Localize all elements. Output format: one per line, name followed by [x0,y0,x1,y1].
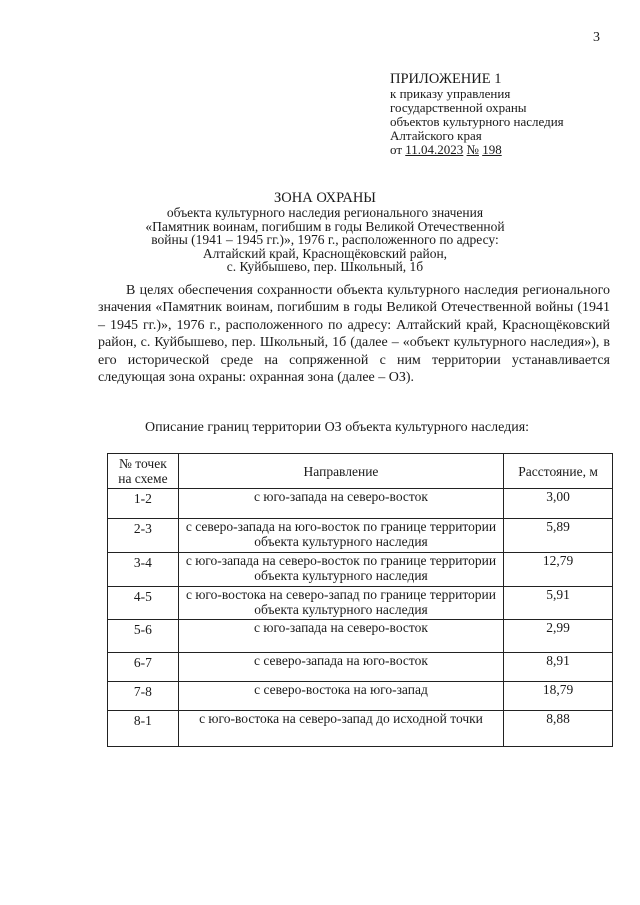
order-number: 198 [482,142,502,157]
cell-direction: с юго-запада на северо-восток [178,489,503,519]
table-row [108,489,613,519]
cell-direction: с северо-запада на юго-восток [178,653,503,682]
cell-points: 8-1 [108,711,179,747]
cell-direction: с северо-востока на юго-запад [178,682,503,711]
table-row [108,711,613,747]
order-date-line [390,143,564,157]
cell-distance: 8,88 [504,711,613,747]
zone-line: с. Куйбышево, пер. Школьный, 1б [226,259,424,274]
cell-direction: с юго-востока на северо-запад до исходной точки [178,711,503,747]
number-prefix: № [466,142,479,157]
cell-distance: 5,89 [504,519,613,553]
cell-points: 4-5 [108,587,179,620]
body-paragraph: В целях обеспечения сохранности объекта культурного наследия регионального значения «Памятник воинам, погибшим в годы Великой Отечественной войны (1941 – 1945 гг.)», 1976 г., расположенного по адресу: Алтайский край, Краснощёковский район, с. Куйбышево, пер. Школьный, 1б (далее – «объект культурного наследия»), в его исторической среде на сопряженной с ним территории устанавливается следующая зона охраны: охранная зона (далее – ОЗ). [98,283,610,386]
zone-title-block [100,191,550,274]
zone-line: Алтайский край, Краснощёковский район, [202,245,448,261]
appendix-line: Алтайского края [390,128,482,143]
zone-line: войны (1941 – 1945 гг.)», 1976 г., расположенного по адресу: [151,232,499,247]
cell-distance: 8,91 [504,653,613,682]
cell-distance: 12,79 [504,553,613,587]
zone-line: объекта культурного наследия регионального значения [166,205,484,220]
cell-distance: 5,91 [504,587,613,620]
cell-points: 2-3 [108,519,179,553]
date-prefix: от [390,142,403,157]
table-header-row [108,454,613,489]
table-row [108,682,613,711]
cell-distance: 3,00 [504,489,613,519]
boundaries-table [107,453,613,747]
cell-points: 6-7 [108,653,179,682]
table-caption: Описание границ территории ОЗ объекта культурного наследия: [145,420,530,435]
cell-points: 3-4 [108,553,179,587]
table-row [108,620,613,653]
zone-title: ЗОНА ОХРАНЫ [274,190,376,206]
appendix-line: объектов культурного наследия [390,114,564,129]
appendix-block [390,72,564,157]
cell-direction: с юго-востока на северо-запад по границе территории объекта культурного наследия [178,587,503,620]
cell-direction: с северо-запада на юго-восток по границе территории объекта культурного наследия [178,519,503,553]
table-row [108,587,613,620]
page-number: 3 [593,30,600,45]
cell-distance: 2,99 [504,620,613,653]
order-date: 11.04.2023 [405,142,464,157]
cell-points: 7-8 [108,682,179,711]
appendix-line: к приказу управления [390,86,511,101]
appendix-heading: ПРИЛОЖЕНИЕ 1 [390,71,502,87]
table-row [108,553,613,587]
table-row [108,653,613,682]
header-direction: Направление [178,454,503,489]
appendix-line: государственной охраны [390,100,527,115]
cell-direction: с юго-запада на северо-восток [178,620,503,653]
cell-distance: 18,79 [504,682,613,711]
cell-points: 5-6 [108,620,179,653]
table-row [108,519,613,553]
cell-points: 1-2 [108,489,179,519]
header-points: № точек на схеме [108,454,179,489]
header-distance: Расстояние, м [504,454,613,489]
zone-line: «Памятник воинам, погибшим в годы Великой Отечественной [145,218,505,234]
cell-direction: с юго-запада на северо-восток по границе территории объекта культурного наследия [178,553,503,587]
